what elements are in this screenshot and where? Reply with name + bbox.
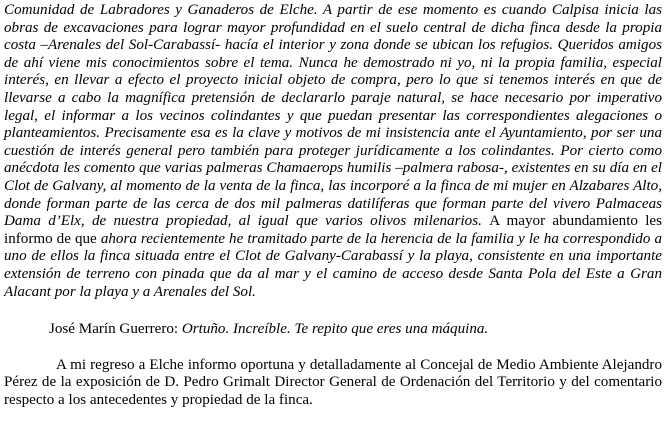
final-paragraph: A mi regreso a Elche informo oportuna y detalladamente al Concejal de Medio Ambiente Alejandro Pérez de la exposición de D. Pedro Grimalt Director General de Ordenación del Territorio y del comentario respecto a los antecedentes y propiedad de la finca. (4, 356, 662, 408)
paragraph-spacer (4, 339, 662, 357)
paragraph-spacer (4, 301, 662, 321)
main-paragraph-part-1: Comunidad de Labradores y Ganaderos de Elche. A partir de ese momento es cuando Calpisa inicia las obras de excavaciones para lograr mayor profundidad en el suelo central de dicha finca desde la propia costa –Arenales del Sol-Carabassí- hacía el interior y zona donde se ubican los refugios. Queridos amigos de ahí viene mis conocimientos sobre el tema. Nunca he demostrado ni yo, ni la propia familia, especial interés, en llevar a efecto el proyecto inicial objeto de compra, pero lo que si tenemos interés en que de llevarse a cabo la magnífica pretensión de declararlo paraje natural, se hace necesario por imperativo legal, el informar a los vecinos colindantes y que puedan presentar las correspondientes alegaciones o planteamientos. Precisamente esa es la clave y motivos de mi insistencia ante el Ayuntamiento, por ser una cuestión de interés general pero también para proteger jurídicamente a los colindantes. Por cierto como anécdota les comento que varias palmeras Chamaerops humilis –palmera rabosa-, existentes en su día en el Clot de Galvany, al momento de la venta de la finca, las incorporé a la finca de mi mujer en Alzabares Alto, donde forman parte de las cerca de dos mil palmeras datilíferas que forman parte del vivero Palmaceas Dama d’Elx, de nuestra propiedad, al igual que varios olivos milenarios. (4, 2, 662, 230)
main-paragraph-part-3: ahora recientemente he tramitado parte de la herencia de la familia y le ha correspondido a uno de ellos la finca situada entre el Clot de Galvany-Carabassí y la playa, consistente en una importante extensión de terreno con pinada que da al mar y el camino de acceso desde Santa Pola del Este a Gran Alacant por la playa y a Arenales del Sol. (4, 230, 662, 300)
main-paragraph-part-2: A mayor abundamiento les informo de que (4, 213, 662, 247)
speaker-name: José Marín Guerrero: (49, 321, 182, 338)
main-paragraph (4, 2, 662, 301)
speaker-line (4, 321, 662, 339)
document-page (4, 2, 662, 409)
speaker-quote: Ortuño. Increíble. Te repito que eres una máquina. (181, 321, 489, 338)
